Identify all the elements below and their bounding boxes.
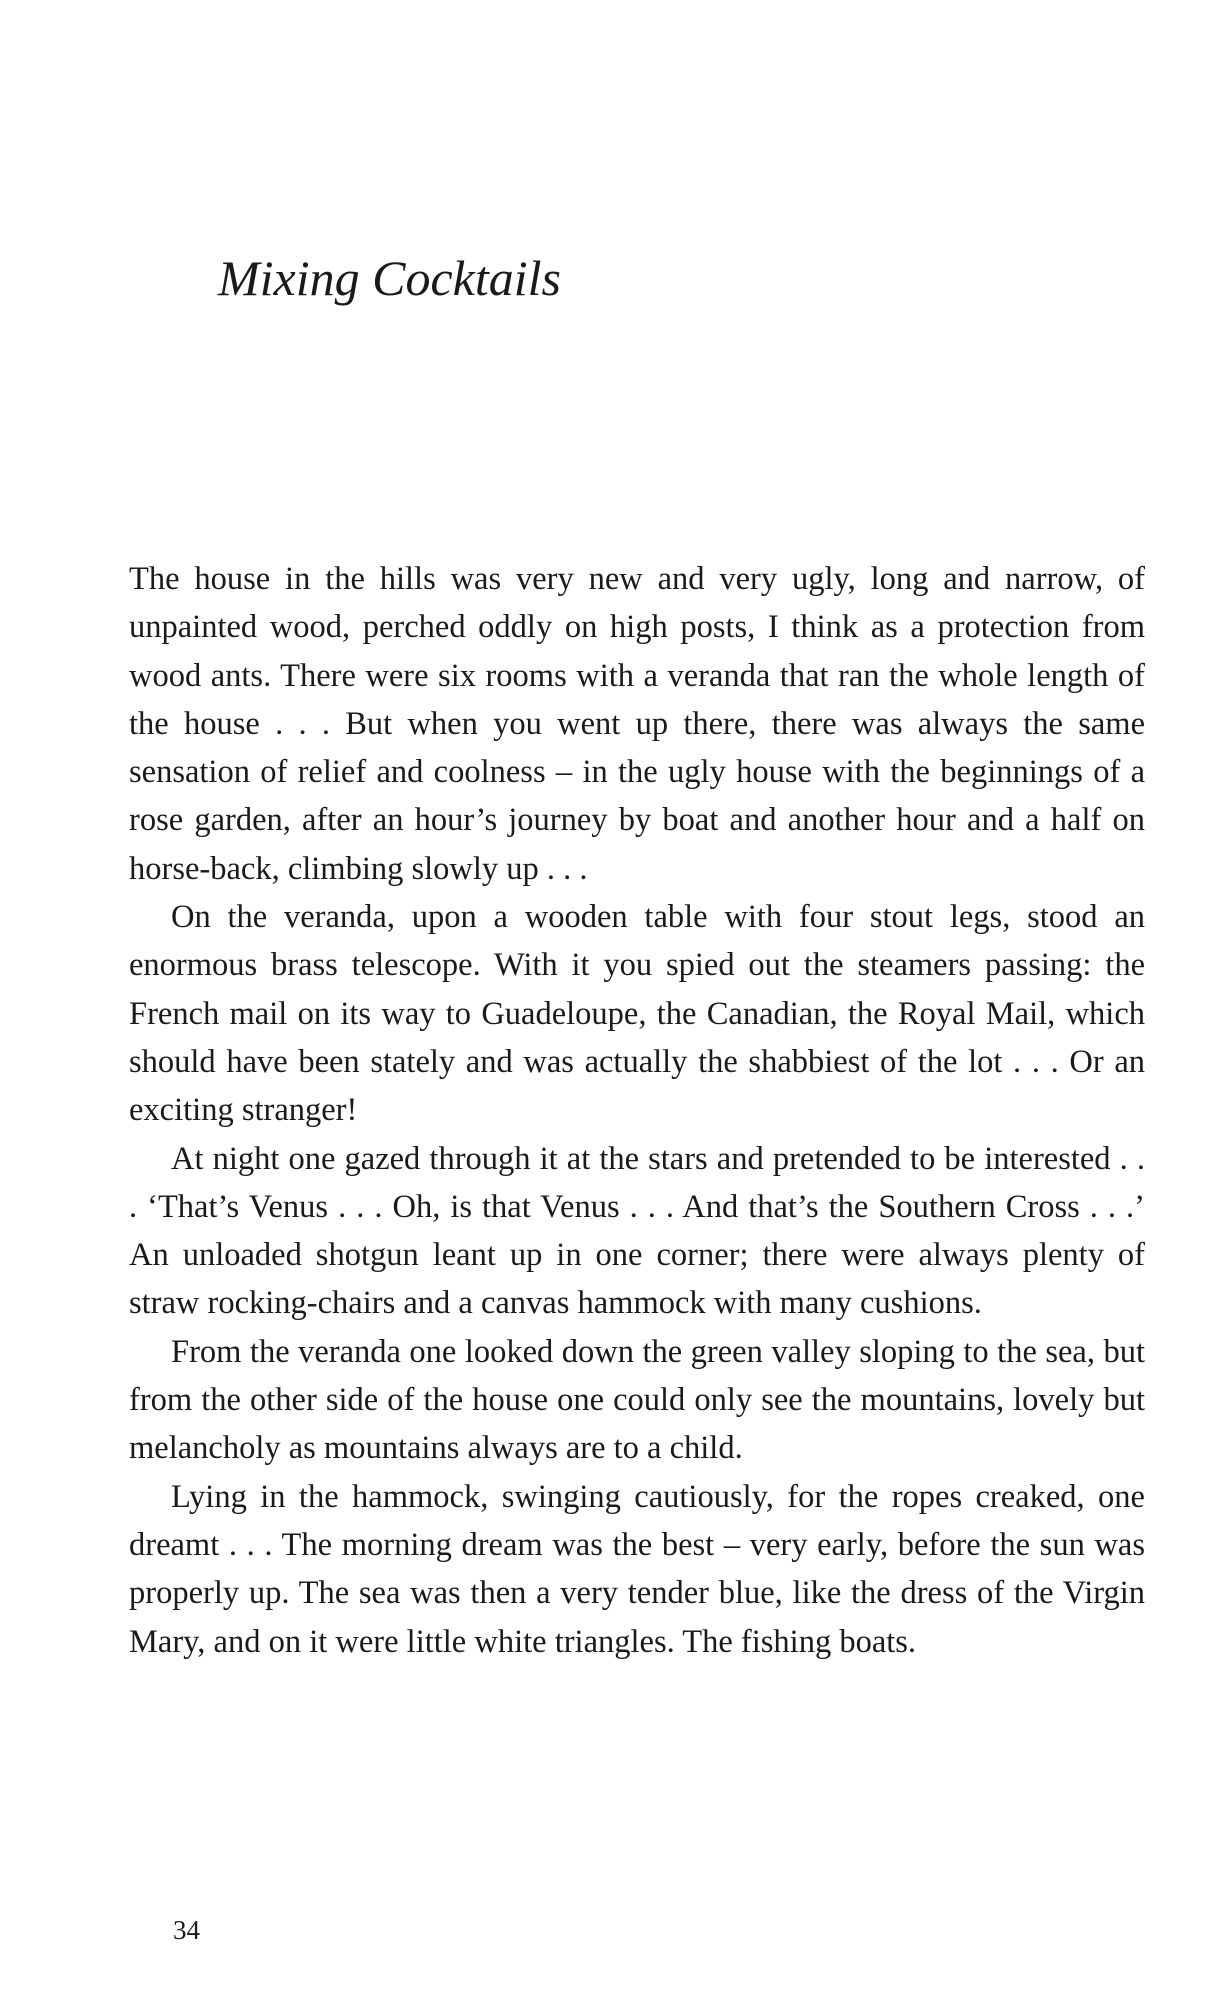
paragraph: Lying in the hammock, swinging cautiously, for the ropes creaked, one dreamt . . . The morning dream was the best – very early, before the sun was properly up. The sea was then a very tender blue, like the dress of the Virgin Mary, and on it were little white triangles. The fishing boats. [129, 1478, 1145, 1660]
chapter-title: Mixing Cocktails [218, 250, 561, 306]
paragraph: On the veranda, upon a wooden table with four stout legs, stood an enormous brass telescope. With it you spied out the steamers passing: the French mail on its way to Guadeloupe, the Canadian, the Royal Mail, which should have been stately and was actually the shabbiest of the lot . . . Or an exciting stranger! [129, 899, 1145, 1129]
paragraph: From the veranda one looked down the green valley sloping to the sea, but from the other side of the house one could only see the mountains, lovely but melancholy as mountains always are to a child. [129, 1333, 1145, 1467]
paragraph: The house in the hills was very new and very ugly, long and narrow, of unpainted wood, perched oddly on high posts, I think as a protection from wood ants. There were six rooms with a veranda that ran the whole length of the house . . . But when you went up there, there was always the same sensation of relief and coolness – in the ugly house with the beginnings of a rose garden, after an hour’s journey by boat and another hour and a half on horse-back, climbing slowly up . . . [129, 561, 1145, 887]
body-text [129, 555, 1145, 1666]
paragraph: At night one gazed through it at the stars and pretended to be interested . . . ‘That’s Venus . . . Oh, is that Venus . . . And that’s the Southern Cross . . .’ An unloaded shotgun leant up in one corner; there were always plenty of straw rocking-chairs and a canvas hammock with many cushions. [129, 1140, 1145, 1322]
page-number: 34 [173, 1915, 200, 1945]
